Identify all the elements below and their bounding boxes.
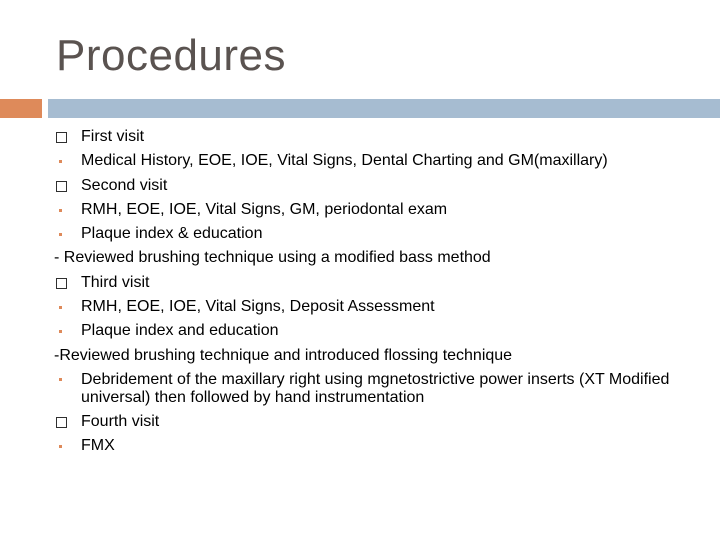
list-item [56, 271, 696, 295]
list-item [56, 410, 696, 434]
checkbox-bullet-icon [56, 132, 67, 143]
list-item [56, 149, 696, 173]
list-item [56, 198, 696, 222]
list-item [56, 222, 696, 246]
checkbox-bullet-icon [56, 181, 67, 192]
list-item [56, 434, 696, 458]
checkbox-bullet-icon [56, 417, 67, 428]
dot-bullet-icon [59, 445, 62, 448]
list-item-text: First visit [81, 128, 145, 145]
dot-bullet-icon [59, 306, 62, 309]
checkbox-bullet-icon [56, 278, 67, 289]
list-item-text: Debridement of the maxillary right using mgnetostrictive power inserts (XT Modified universal) then followed by hand instrumentation [81, 370, 670, 406]
slide-title: Procedures [56, 31, 287, 80]
list-item-text: FMX [81, 437, 115, 455]
accent-bar-blue [48, 99, 720, 118]
dot-bullet-icon [59, 209, 62, 212]
dot-bullet-icon [59, 160, 62, 163]
list-item [56, 368, 696, 410]
list-item-text: Third visit [81, 273, 150, 291]
list-item [54, 344, 696, 368]
list-item-text: Second visit [81, 176, 168, 194]
list-item-text: Plaque index & education [81, 225, 263, 243]
dot-bullet-icon [59, 378, 62, 381]
list-item [56, 319, 696, 343]
list-item-text: - Reviewed brushing technique using a modified bass method [54, 249, 491, 267]
bullet-list [56, 125, 696, 459]
accent-bar-orange [0, 99, 42, 118]
list-item [54, 246, 696, 270]
list-item-text: Plaque index and education [81, 322, 279, 340]
list-item-text: Fourth visit [81, 412, 160, 430]
list-item-text: RMH, EOE, IOE, Vital Signs, GM, periodontal exam [81, 200, 448, 218]
list-item-text: RMH, EOE, IOE, Vital Signs, Deposit Assessment [81, 298, 435, 316]
list-item [56, 125, 696, 149]
dot-bullet-icon [59, 233, 62, 236]
list-item-text: Medical History, EOE, IOE, Vital Signs, Dental Charting and GM(maxillary) [81, 152, 608, 170]
list-item-text: -Reviewed brushing technique and introduced flossing technique [54, 346, 513, 364]
list-item [56, 174, 696, 198]
list-item [56, 295, 696, 319]
dot-bullet-icon [59, 330, 62, 333]
